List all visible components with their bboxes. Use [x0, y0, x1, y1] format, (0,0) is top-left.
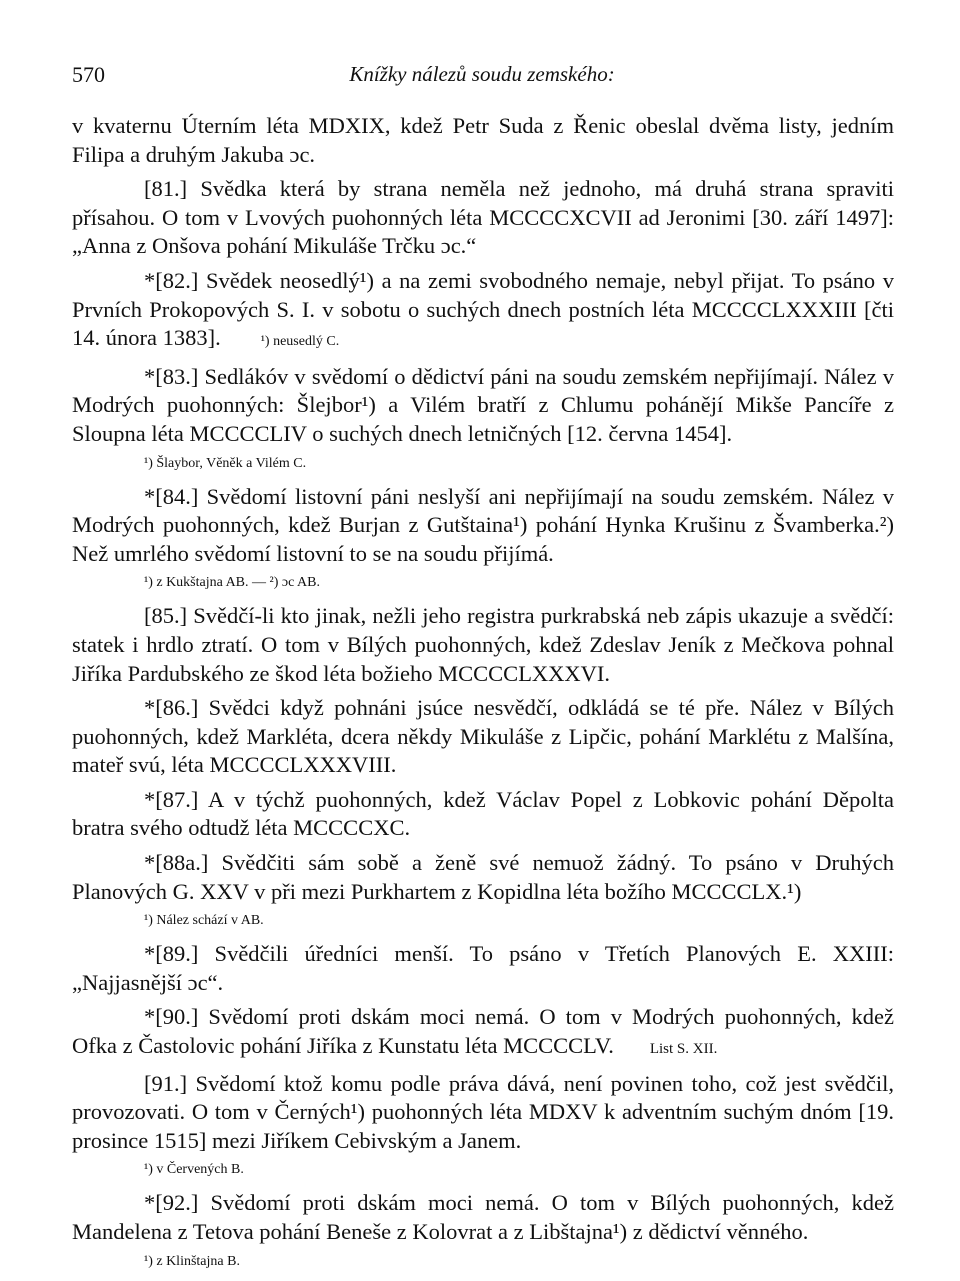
- paragraph-text: *[87.] A v týchž puohonných, kdež Václav Popel z Lobkovic pohání Děpolta bratra svého odtudž léta MCCCCXC.: [72, 786, 894, 841]
- paragraph: [72, 1189, 894, 1246]
- paragraph-text: *[83.] Sedlákóv v svědomí o dědictví páni na soudu zemském nepřijímají. Nález v Modrých puohonných: Šlejbor¹) a Vilém bratří z Chlumu pohánějí Mikše Pancíře z Sloupna léta MCCCCLIV o suchých dnech letničných [12. června 1454].: [72, 363, 894, 446]
- paragraph: [72, 1070, 894, 1156]
- paragraph-text: [91.] Svědomí ktož komu podle práva dává, není povinen toho, což jest svědčil, provozovati. O tom v Černých¹) puohonných léta MDXV k adventním suchým dnóm [19. prosince 1515] mezi Jiříkem Cebivským a Janem.: [72, 1070, 894, 1153]
- footnote: ¹) z Klinštajna B.: [144, 1253, 240, 1269]
- paragraph: [72, 112, 894, 169]
- page-header: [72, 62, 892, 92]
- paragraph-text: *[88a.] Svědčiti sám sobě a ženě své nemuož žádný. To psáno v Druhých Planových G. XXV v při mezi Purkhartem z Kopidlna léta božího MCCCCLX.¹): [72, 850, 894, 904]
- footnote: ¹) Šlaybor, Věněk a Vilém C.: [144, 455, 307, 471]
- paragraph: [72, 483, 894, 569]
- paragraph: [72, 849, 894, 906]
- footnote: ¹) Nález schází v AB.: [144, 913, 264, 929]
- page-body: [72, 112, 894, 1281]
- footnote: ¹) z Kukštajna AB. — ²) ɔc AB.: [144, 575, 320, 591]
- paragraph-text: *[82.] Svědek neosedlý¹) a na zemi svobodného nemaje, nebyl přijat. To psáno v Prvních Prokopových S. I. v sobotu o suchých dnech postních léta MCCCCLXXXIII [čti 14. února 1383].: [72, 267, 894, 351]
- paragraph-text: v kvaternu Úterním léta MDXIX, kdež Petr Suda z Řenic obeslal dvěma listy, jedním Filipa a druhým Jakuba ɔc.: [72, 113, 894, 167]
- paragraph: [72, 267, 894, 357]
- paragraph-text: [85.] Svědčí-li kto jinak, nežli jeho registra purkrabská neb zápis ukazuje a svědčí: statek i hrdlo ztratí. O tom v Bílých puohonných, kdež Zdeslav Jeník z Mečkova pohnal Jiříka Pardubského ze škod léta božieho MCCCCLXXXVI.: [72, 603, 894, 686]
- paragraph: [72, 363, 894, 449]
- running-title: Knížky nálezů soudu zemského:: [349, 62, 615, 86]
- paragraph-text: [81.] Svědka která by strana neměla než jednoho, má druhá strana spraviti přísahou. O tom v Lvových puohonných léta MCCCCXCVII ad Jeronimi [30. září 1497]: „Anna z Onšova pohání Mikuláše Trčku ɔc.“: [72, 176, 894, 259]
- paragraph-text: *[90.] Svědomí proti dskám moci nemá. O tom v Modrých puohonných, kdež Ofka z Častolovic pohání Jiříka z Kunstatu léta MCCCCLV.: [72, 1004, 894, 1059]
- paragraph-text: *[89.] Svědčili úředníci menší. To psáno v Třetích Planových E. XXIII: „Najjasnější ɔc“.: [72, 941, 894, 995]
- paragraph-text: *[92.] Svědomí proti dskám moci nemá. O tom v Bílých puohonných, kdež Mandelena z Tetova pohání Beneše z Kolovrat a z Libštajna¹) z dědictví věnného.: [72, 1190, 894, 1244]
- inline-footnote: ¹) neusedlý C.: [260, 334, 340, 350]
- paragraph: [72, 175, 894, 261]
- paragraph: [72, 786, 894, 843]
- paragraph: [72, 940, 894, 997]
- paragraph: [72, 1003, 894, 1063]
- footnote: ¹) v Červených B.: [144, 1162, 244, 1178]
- paragraph-text: *[86.] Svědci když pohnáni jsúce nesvědčí, odkládá se té pře. Nález v Bílých puohonných, kdež Markléta, dcera někdy Mikuláše z Lipčic, pohání Marklétu z Malšína, mateř svú, léta MCCCCLXXXVIII.: [72, 695, 894, 778]
- page-number: 570: [72, 62, 105, 87]
- paragraph-text: *[84.] Svědomí listovní páni neslyší ani nepřijímají na soudu zemském. Nález v Modrých puohonných, kdež Burjan z Gutštaina¹) pohání Hynka Krušinu z Švamberka.²) Než umrlého svědomí listovní to se na soudu přijímá.: [72, 483, 894, 566]
- paragraph: [72, 694, 894, 780]
- paragraph: [72, 602, 894, 688]
- margin-reference: List S. XII.: [649, 1041, 718, 1058]
